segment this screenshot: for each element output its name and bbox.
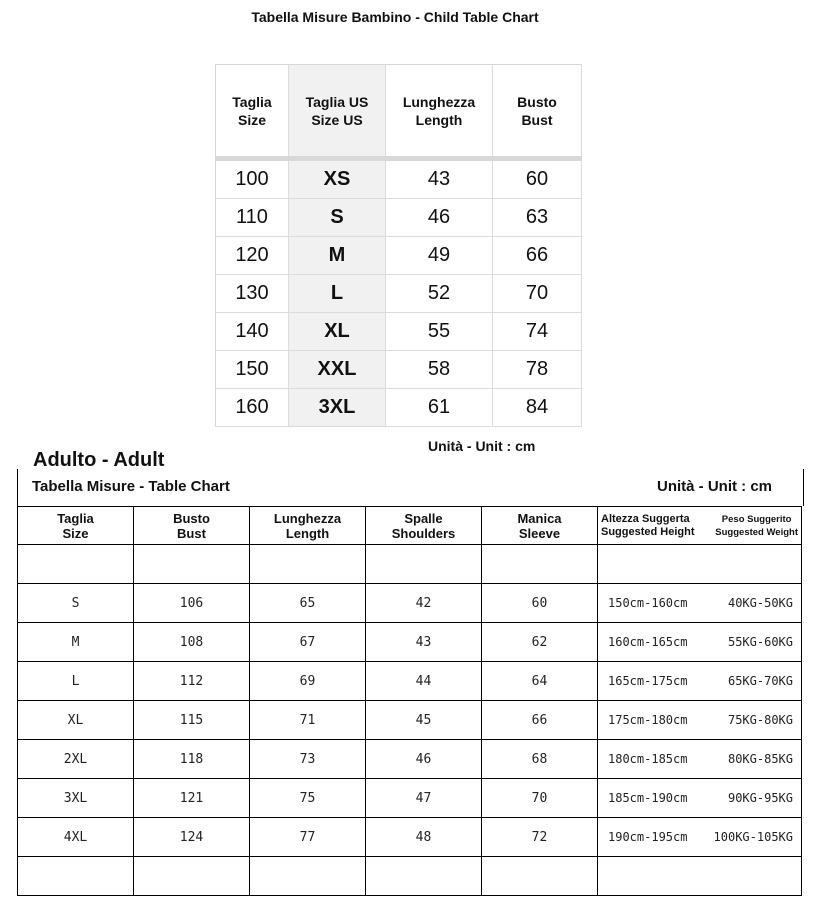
table-row xyxy=(18,662,802,701)
adult-bust-cell: 118 xyxy=(134,740,250,779)
adult-sleeve-cell: 62 xyxy=(482,623,598,662)
adult-bust-cell: 106 xyxy=(134,584,250,623)
adult-height-value: 160cm-165cm xyxy=(608,635,688,649)
child-bust-cell: 60 xyxy=(493,159,582,199)
child-bust-cell: 84 xyxy=(493,389,582,427)
child-bust-cell: 70 xyxy=(493,275,582,313)
adult-header-sleeve: Manica Sleeve xyxy=(482,507,598,545)
child-header-size-us: Taglia US Size US xyxy=(289,65,386,159)
adult-height-weight-cell xyxy=(598,584,802,623)
adult-length-cell: 65 xyxy=(250,584,366,623)
child-length-cell: 61 xyxy=(386,389,493,427)
adult-header-length: Lunghezza Length xyxy=(250,507,366,545)
child-size-cell: 140 xyxy=(216,313,289,351)
child-size-cell: 120 xyxy=(216,237,289,275)
adult-height-value: 150cm-160cm xyxy=(608,596,688,610)
adult-weight-value: 100KG-105KG xyxy=(713,830,793,844)
adult-header-height: Altezza Suggerta Suggested Height xyxy=(601,512,695,538)
table-row xyxy=(18,584,802,623)
adult-title-bar xyxy=(17,469,804,506)
adult-size-cell: S xyxy=(18,584,134,623)
adult-size-cell: M xyxy=(18,623,134,662)
child-us-size-cell: M xyxy=(289,237,386,275)
adult-weight-value: 40KG-50KG xyxy=(727,596,793,610)
table-row xyxy=(18,818,802,857)
adult-sleeve-cell: 60 xyxy=(482,584,598,623)
adult-sleeve-cell: 70 xyxy=(482,779,598,818)
adult-header-shoulders: Spalle Shoulders xyxy=(366,507,482,545)
table-row-empty xyxy=(18,857,802,896)
adult-height-value: 190cm-195cm xyxy=(608,830,688,844)
child-length-cell: 49 xyxy=(386,237,493,275)
child-length-cell: 43 xyxy=(386,159,493,199)
adult-size-cell: 4XL xyxy=(18,818,134,857)
child-unit-label: Unità - Unit : cm xyxy=(428,438,536,454)
child-length-cell: 52 xyxy=(386,275,493,313)
table-row xyxy=(18,779,802,818)
child-us-size-cell: S xyxy=(289,199,386,237)
child-bust-cell: 66 xyxy=(493,237,582,275)
adult-height-weight-cell xyxy=(598,740,802,779)
child-size-cell: 100 xyxy=(216,159,289,199)
adult-sleeve-cell: 64 xyxy=(482,662,598,701)
child-size-cell: 130 xyxy=(216,275,289,313)
table-row xyxy=(216,389,582,427)
table-row xyxy=(18,623,802,662)
adult-length-cell: 67 xyxy=(250,623,366,662)
table-row xyxy=(216,313,582,351)
child-size-cell: 110 xyxy=(216,199,289,237)
child-us-size-cell: XS xyxy=(289,159,386,199)
table-row xyxy=(216,351,582,389)
table-row xyxy=(18,701,802,740)
adult-shoulders-cell: 46 xyxy=(366,740,482,779)
child-size-table xyxy=(215,64,582,427)
child-chart-title: Tabella Misure Bambino - Child Table Chart xyxy=(251,9,539,25)
adult-weight-value: 75KG-80KG xyxy=(727,713,793,727)
adult-header-size: Taglia Size xyxy=(18,507,134,545)
adult-bust-cell: 124 xyxy=(134,818,250,857)
adult-height-weight-cell xyxy=(598,779,802,818)
child-length-cell: 58 xyxy=(386,351,493,389)
adult-bust-cell: 121 xyxy=(134,779,250,818)
adult-weight-value: 80KG-85KG xyxy=(727,752,793,766)
adult-length-cell: 73 xyxy=(250,740,366,779)
adult-size-cell: XL xyxy=(18,701,134,740)
adult-size-cell: 3XL xyxy=(18,779,134,818)
child-header-bust: Busto Bust xyxy=(493,65,582,159)
adult-bust-cell: 115 xyxy=(134,701,250,740)
adult-subtitle: Tabella Misure - Table Chart xyxy=(32,478,230,495)
adult-sleeve-cell: 66 xyxy=(482,701,598,740)
child-us-size-cell: L xyxy=(289,275,386,313)
adult-shoulders-cell: 44 xyxy=(366,662,482,701)
table-row xyxy=(216,237,582,275)
adult-shoulders-cell: 43 xyxy=(366,623,482,662)
table-row xyxy=(216,199,582,237)
adult-bust-cell: 108 xyxy=(134,623,250,662)
child-bust-cell: 78 xyxy=(493,351,582,389)
adult-height-weight-cell xyxy=(598,623,802,662)
child-us-size-cell: 3XL xyxy=(289,389,386,427)
adult-shoulders-cell: 45 xyxy=(366,701,482,740)
child-header-length: Lunghezza Length xyxy=(386,65,493,159)
adult-unit-label: Unità - Unit : cm xyxy=(657,478,772,495)
child-bust-cell: 63 xyxy=(493,199,582,237)
adult-header-row xyxy=(18,507,802,545)
adult-shoulders-cell: 47 xyxy=(366,779,482,818)
adult-header-height-weight xyxy=(598,507,802,545)
adult-height-value: 165cm-175cm xyxy=(608,674,688,688)
adult-length-cell: 69 xyxy=(250,662,366,701)
table-row xyxy=(216,275,582,313)
adult-height-value: 185cm-190cm xyxy=(608,791,688,805)
child-length-cell: 55 xyxy=(386,313,493,351)
adult-bust-cell: 112 xyxy=(134,662,250,701)
adult-length-cell: 71 xyxy=(250,701,366,740)
adult-weight-value: 55KG-60KG xyxy=(727,635,793,649)
adult-size-cell: L xyxy=(18,662,134,701)
child-us-size-cell: XL xyxy=(289,313,386,351)
child-header-row xyxy=(216,65,582,159)
adult-size-table xyxy=(17,506,802,896)
child-bust-cell: 74 xyxy=(493,313,582,351)
table-row xyxy=(216,159,582,199)
adult-height-weight-cell xyxy=(598,701,802,740)
adult-shoulders-cell: 48 xyxy=(366,818,482,857)
adult-height-weight-cell xyxy=(598,662,802,701)
child-us-size-cell: XXL xyxy=(289,351,386,389)
adult-length-cell: 77 xyxy=(250,818,366,857)
adult-height-value: 175cm-180cm xyxy=(608,713,688,727)
adult-size-cell: 2XL xyxy=(18,740,134,779)
adult-heading: Adulto - Adult xyxy=(33,449,165,471)
adult-shoulders-cell: 42 xyxy=(366,584,482,623)
table-row xyxy=(18,740,802,779)
adult-length-cell: 75 xyxy=(250,779,366,818)
adult-header-bust: Busto Bust xyxy=(134,507,250,545)
adult-height-weight-cell xyxy=(598,818,802,857)
child-length-cell: 46 xyxy=(386,199,493,237)
child-size-cell: 160 xyxy=(216,389,289,427)
table-row-empty xyxy=(18,545,802,584)
adult-weight-value: 65KG-70KG xyxy=(727,674,793,688)
adult-height-value: 180cm-185cm xyxy=(608,752,688,766)
child-size-cell: 150 xyxy=(216,351,289,389)
adult-sleeve-cell: 68 xyxy=(482,740,598,779)
adult-weight-value: 90KG-95KG xyxy=(727,791,793,805)
adult-sleeve-cell: 72 xyxy=(482,818,598,857)
child-header-size: Taglia Size xyxy=(216,65,289,159)
adult-header-weight: Peso Suggerito Suggested Weight xyxy=(715,513,798,538)
